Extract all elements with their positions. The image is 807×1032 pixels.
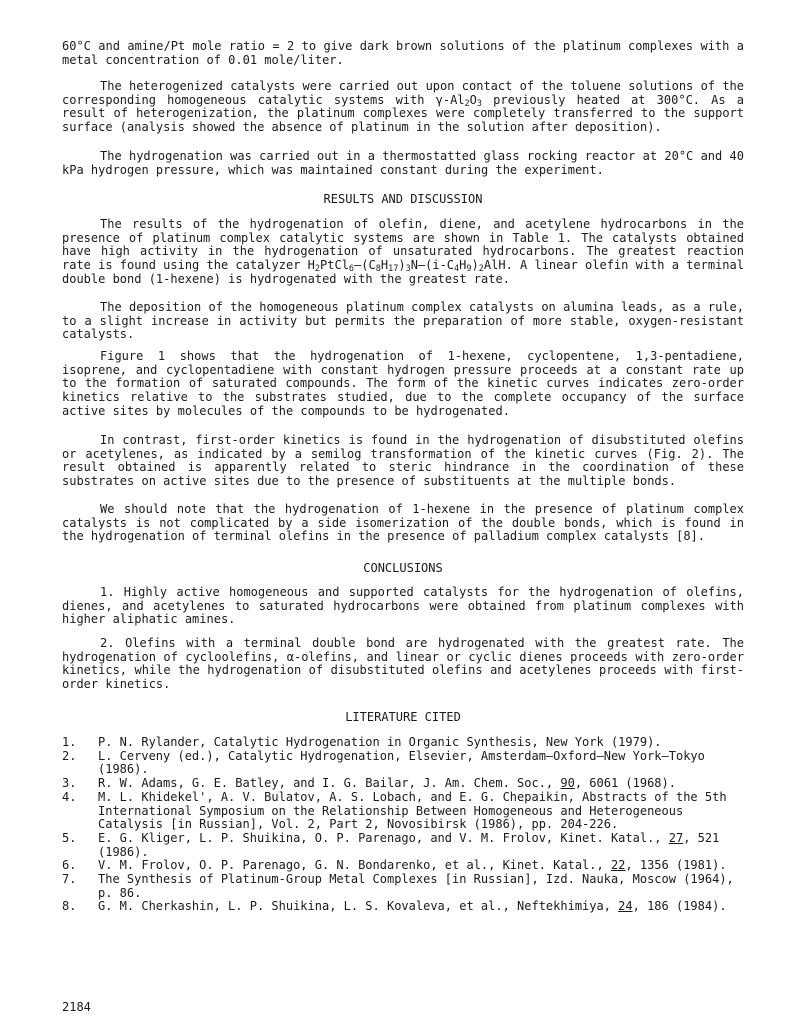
reference-text	[98, 859, 744, 873]
conclusion-item-2: 2. Olefins with a terminal double bond are hydrogenated with the greatest rate. The hydrogenation of cycloolefins, α-olefins, and linear or cyclic dienes proceeds with zero-order kinetics, while the hydrogenation of disubstituted olefins and acetylenes proceeds with first-order kinetics.	[62, 636, 744, 692]
subscript: 3	[405, 264, 411, 275]
reference-item	[62, 832, 744, 859]
reference-number: 6.	[62, 858, 77, 873]
text-run: H	[459, 258, 467, 273]
reference-item	[62, 900, 744, 914]
text-run: , 521 (1986).	[98, 830, 720, 859]
subscript: 9	[466, 264, 472, 275]
paragraph-results-table	[62, 218, 744, 287]
text-run: R. W. Adams, G. E. Batley, and I. G. Bailar, J. Am. Chem. Soc.,	[98, 776, 561, 791]
text-run: O	[469, 92, 477, 107]
paragraph-heterogenization	[62, 80, 744, 135]
page-number: 2184	[62, 1000, 91, 1014]
subscript: 17	[388, 264, 399, 275]
reference-text: The Synthesis of Platinum-Group Metal Complexes [in Russian], Izd. Nauka, Moscow (1964), p. 86.	[98, 872, 734, 900]
subscript: 2	[314, 264, 320, 275]
reference-text	[98, 832, 744, 859]
paragraph-first-order-kinetics: In contrast, first-order kinetics is found in the hydrogenation of disubstituted olefins or acetylenes, as indicated by a semilog transformation of the kinetic curves (Fig. 2). The result obtained is apparently related to steric hindrance in the coordination of these substrates on active sites due to the presence of substituents at the multiple bonds.	[62, 433, 744, 489]
reference-number: 7.	[62, 872, 77, 887]
text-run: E. G. Kliger, L. P. Shuikina, O. P. Parenago, and V. M. Frolov, Kinet. Katal.,	[98, 830, 669, 845]
text-run: , 1356 (1981).	[625, 858, 727, 873]
reference-text	[98, 900, 744, 914]
text-run: )	[471, 258, 479, 273]
text-run: PtCl	[320, 258, 349, 273]
reference-text: L. Cerveny (ed.), Catalytic Hydrogenation, Elsevier, Amsterdam–Oxford–New York–Tokyo (1986).	[98, 748, 705, 777]
paragraph-catalyst-preparation-end: 60°C and amine/Pt mole ratio = 2 to give dark brown solutions of the platinum complexes with a metal concentration of 0.01 mole/liter.	[62, 39, 744, 67]
paragraph-isomerization-note: We should note that the hydrogenation of 1-hexene in the presence of platinum complex catalysts is not complicated by a side isomerization of the double bonds, which is found in the hydrogenation of terminal olefins in the presence of palladium complex catalysts [8].	[62, 502, 744, 544]
journal-volume: 22	[610, 858, 626, 873]
reference-item	[62, 777, 744, 791]
journal-volume: 90	[560, 776, 575, 791]
text-run: –(C	[354, 258, 376, 273]
reference-number: 4.	[62, 789, 77, 804]
reference-item	[62, 873, 744, 900]
reference-item	[62, 750, 744, 777]
text-run: , 6061 (1968).	[574, 776, 676, 791]
text-run: H	[380, 258, 389, 273]
subscript: 3	[476, 98, 483, 109]
reference-number: 2.	[62, 748, 77, 763]
reference-list	[62, 736, 744, 914]
subscript: 2	[478, 264, 484, 275]
text-run: , 186 (1984).	[632, 899, 727, 914]
subscript: 8	[375, 264, 381, 275]
reference-number: 8.	[62, 899, 77, 914]
paragraph-deposition-alumina: The deposition of the homogeneous platinum complex catalysts on alumina leads, as a rule, to a slight increase in activity but permits the preparation of more stable, oxygen-resistant catalysts.	[62, 300, 744, 342]
text-run: previously heated at 300°C. As a result of heterogenization, the platinum complexes were completely transferred to the support surface (analysis showed the absence of platinum in the solution after deposition).	[62, 92, 745, 135]
text-run: )	[398, 258, 406, 273]
subscript: 4	[454, 264, 460, 275]
journal-volume: 27	[668, 830, 684, 845]
reference-item	[62, 859, 744, 873]
text-run: The results of the hydrogenation of olefin, diene, and acetylene hydrocarbons in the presence of platinum complex catalytic systems are shown in Table 1. The catalysts obtained have high activity in the hydrogenation of unsaturated hydrocarbons. The greatest reaction rate is found using the catalyzer H	[62, 217, 744, 273]
reference-item	[62, 791, 744, 832]
text-run: The heterogenized catalysts were carried out upon contact of the toluene solutions of the corresponding homogeneous catalytic systems with γ-Al	[62, 79, 744, 107]
reference-number: 3.	[62, 776, 77, 791]
reference-number: 5.	[62, 830, 77, 845]
text-run: N–(i-C	[410, 258, 455, 273]
reference-item	[62, 736, 744, 750]
text-run: V. M. Frolov, O. P. Parenago, G. N. Bondarenko, et al., Kinet. Katal.,	[98, 858, 611, 873]
journal-volume: 24	[618, 899, 633, 914]
text-run: AlH. A linear olefin with a terminal double bond (1-hexene) is hydrogenated with the greatest rate.	[62, 258, 744, 286]
subscript: 6	[348, 264, 355, 275]
reference-text	[98, 777, 744, 791]
reference-number: 1.	[62, 735, 77, 749]
text-run: G. M. Cherkashin, L. P. Shuikina, L. S. Kovaleva, et al., Neftekhimiya,	[98, 899, 619, 914]
conclusion-item-1: 1. Highly active homogeneous and supported catalysts for the hydrogenation of olefins, dienes, and acetylenes to saturated hydrocarbons were obtained from platinum complexes with higher aliphatic amines.	[62, 585, 744, 627]
reference-text: M. L. Khidekel', A. V. Bulatov, A. S. Lobach, and E. G. Chepaikin, Abstracts of the 5th International Symposium on the Relationship Between Homogeneous and Heterogeneous Catalysis [in Russian], Vol. 2, Part 2, Novosibirsk (1986), pp. 204-226.	[98, 789, 727, 832]
reference-text: P. N. Rylander, Catalytic Hydrogenation in Organic Synthesis, New York (1979).	[98, 735, 662, 749]
paragraph-hydrogenation-conditions: The hydrogenation was carried out in a thermostatted glass rocking reactor at 20°C and 40 kPa hydrogen pressure, which was maintained constant during the experiment.	[62, 149, 744, 177]
paragraph-figure-1-kinetics: Figure 1 shows that the hydrogenation of 1-hexene, cyclopentene, 1,3-pentadiene, isoprene, and cyclopentadiene with constant hydrogen pressure proceeds at a constant rate up to the formation of saturated compounds. The form of the kinetic curves indicates zero-order kinetics relative to the substrates studied, due to the complete occupancy of the surface active sites by molecules of the compounds to be hydrogenated.	[62, 349, 744, 418]
heading-results-and-discussion: RESULTS AND DISCUSSION	[323, 192, 483, 206]
heading-literature-cited: LITERATURE CITED	[345, 710, 461, 724]
subscript: 2	[464, 98, 470, 109]
heading-conclusions: CONCLUSIONS	[363, 561, 443, 575]
